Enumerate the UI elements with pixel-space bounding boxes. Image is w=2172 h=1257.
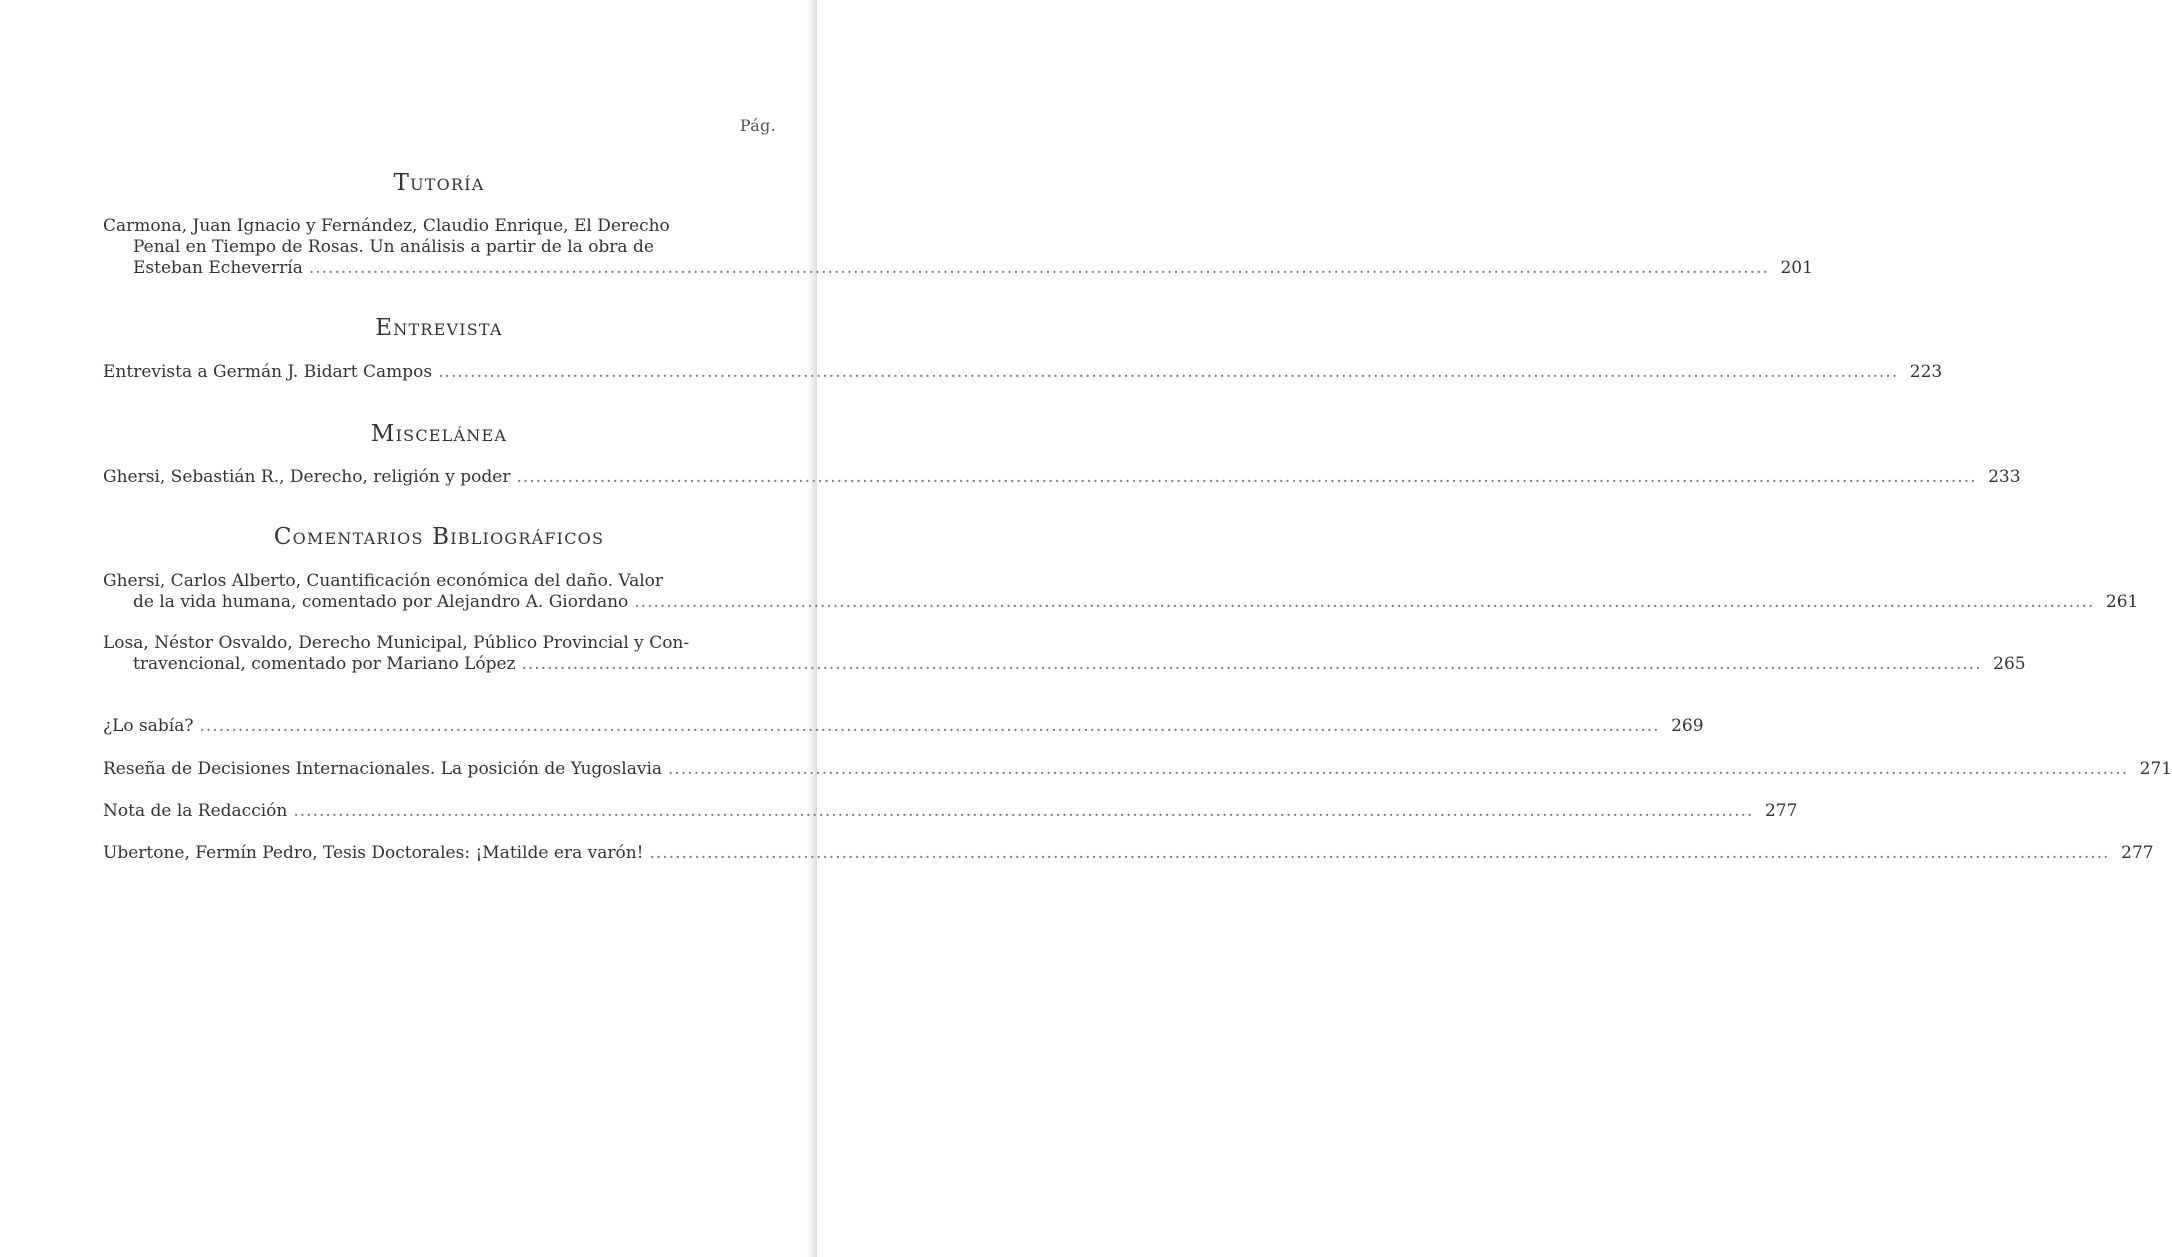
entry-line: ¿Lo sabía? ..... 269 — [103, 716, 776, 737]
entry-line: Entrevista a Germán J. Bidart Campos ..... 223 — [103, 362, 776, 383]
page-number: 223 — [1909, 362, 1943, 382]
entry-line: de la vida humana, comentado por Alejandro A. Giordano ..... 261 — [103, 592, 776, 613]
section-title-tutoria: Tutoría — [393, 170, 485, 196]
dot-leader — [668, 759, 2128, 780]
toc-entry-comentario-ghersi[interactable] — [103, 571, 2139, 613]
entry-line: Nota de la Redacción ..... 277 — [103, 801, 776, 822]
page-number: 233 — [1988, 467, 2021, 487]
entry-line: Esteban Echeverría ..... 201 — [103, 258, 776, 279]
dot-leader — [438, 362, 1898, 383]
page-number: 201 — [1780, 258, 1813, 278]
page-column-header: Pág. — [739, 116, 776, 135]
entry-line: Reseña de Decisiones Internacionales. La posición de Yugoslavia ..... 271 — [103, 759, 776, 780]
dot-leader — [634, 592, 2094, 613]
entry-line: Ghersi, Carlos Alberto, Cuantificación económica del daño. Valor — [103, 571, 664, 591]
toc-entry-comentario-losa[interactable] — [103, 633, 2026, 675]
page-edge — [807, 0, 817, 1257]
section-title-comentarios: Comentarios Bibliográficos — [273, 524, 605, 550]
page-number: 277 — [2121, 843, 2154, 863]
toc-entry-lo-sabia[interactable] — [103, 716, 1704, 737]
entry-line: Penal en Tiempo de Rosas. Un análisis a partir de la obra de — [133, 237, 654, 257]
toc-entry-ubertone[interactable] — [103, 843, 2154, 864]
dot-leader — [199, 716, 1659, 737]
page-number: 271 — [2139, 759, 2172, 779]
toc-entry-tutoria[interactable] — [103, 216, 1813, 279]
entry-line: Ghersi, Sebastián R., Derecho, religión y poder ..... 233 — [103, 467, 776, 488]
toc-entry-entrevista[interactable] — [103, 362, 1943, 383]
page-number: 261 — [2105, 592, 2139, 612]
section-title-miscelanea: Miscelánea — [370, 421, 508, 447]
dot-leader — [309, 258, 1769, 279]
entry-line: Losa, Néstor Osvaldo, Derecho Municipal, Público Provincial y Con- — [103, 633, 690, 653]
page-number: 269 — [1671, 716, 1704, 736]
dot-leader — [516, 467, 1976, 488]
section-title-entrevista: Entrevista — [375, 315, 503, 341]
page-number: 265 — [1993, 654, 2026, 674]
entry-line: Carmona, Juan Ignacio y Fernández, Claudio Enrique, El Derecho — [103, 216, 670, 236]
entry-line: travencional, comentado por Mariano López ..... 265 — [103, 654, 776, 675]
page-number: 277 — [1764, 801, 1798, 821]
toc-entry-miscelanea[interactable] — [103, 467, 2021, 488]
dot-leader — [522, 654, 1982, 675]
entry-line: Ubertone, Fermín Pedro, Tesis Doctorales: ¡Matilde era varón! ..... 277 — [103, 843, 776, 864]
dot-leader — [650, 843, 2110, 864]
dot-leader — [293, 801, 1753, 822]
toc-entry-nota-redaccion[interactable] — [103, 801, 1798, 822]
toc-entry-resena[interactable] — [103, 759, 2172, 780]
